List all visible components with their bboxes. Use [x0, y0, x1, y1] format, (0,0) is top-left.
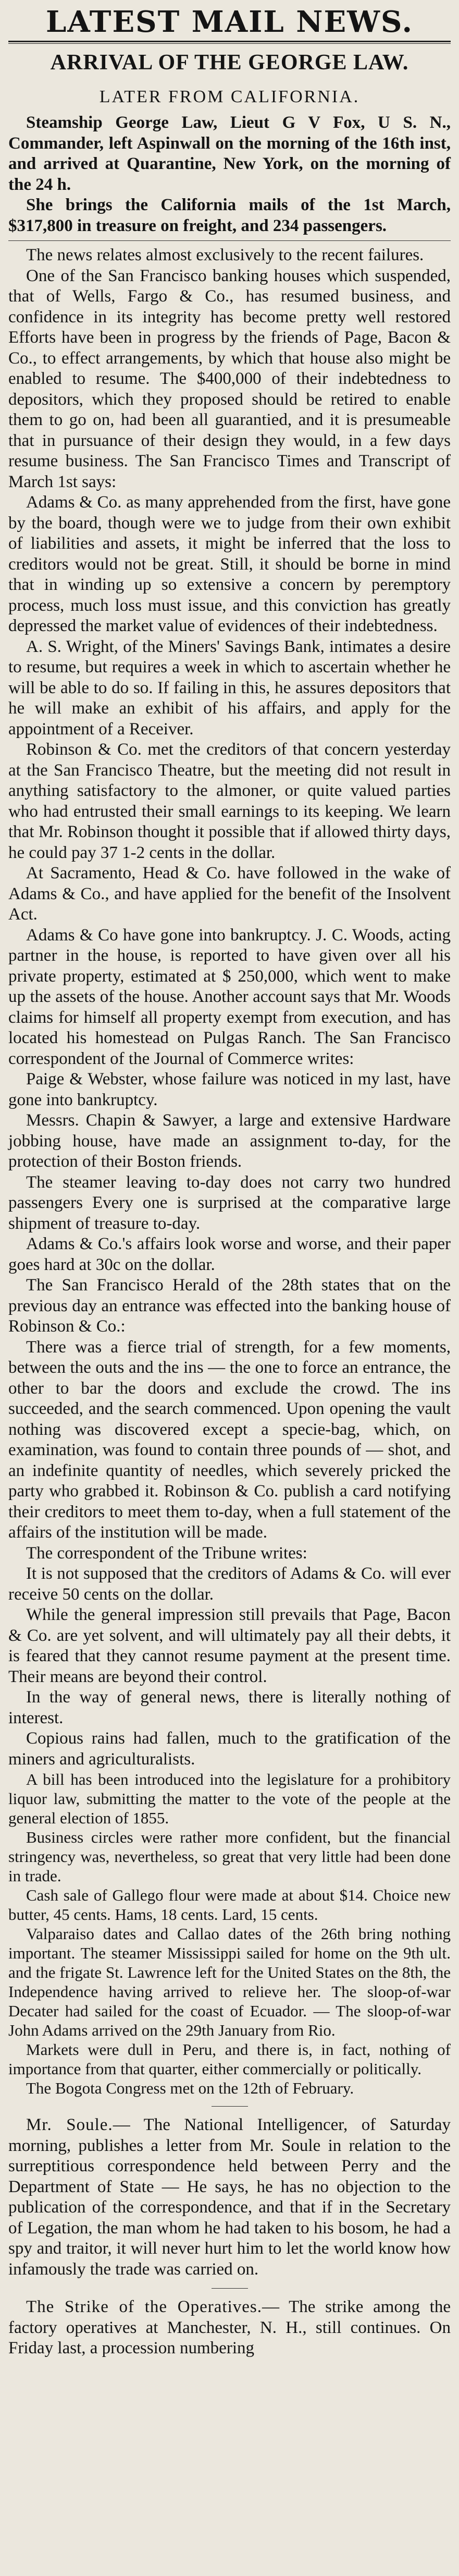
body-paragraph: Copious rains had fallen, much to the gratification of the miners and agriculturalists. [8, 1729, 451, 1769]
body-paragraph: The correspondent of the Tribune writes: [26, 1543, 307, 1563]
soule-text: — The National Intelligencer, of Saturday morning, publishes a letter from Mr. Soule in relation to the surreptitious correspondence held between Perry and the Department of State — He says, he has no objection to the publication of the correspondence, and that if in the Secretary of Legation, the man whom he had taken to his bosom, he had a spy and traitor, it will never hurt him to let the world know how infamously the trade was carried on. [8, 2115, 451, 2279]
divider [212, 2288, 248, 2289]
body-paragraph: There was a fierce trial of strength, for a few moments, between the outs and the ins — the one to force an entrance, the other to bar the doors and exclude the crowd. The ins succeeded, and the search commenced. Upon opening the vault nothing was discovered except a specie-bag, which, on examination, was found to contain three pounds of — shot, and an indefinite quantity of needles, which severely pricked the party who grabbed it. Robinson & Co. publish a card notifying their creditors to meet them to-day, when a full statement of the affairs of the institution will be made. [8, 1337, 451, 1542]
masthead-rule [8, 41, 451, 44]
subhead: LATER FROM CALIFORNIA. [99, 87, 360, 106]
headline: ARRIVAL OF THE GEORGE LAW. [50, 51, 409, 75]
brief-paragraph: Markets were dull in Peru, and there is, in fact, nothing of importance from that quarter, either commercially or politically. [8, 2040, 451, 2078]
soule-lead: Mr. Soule. [26, 2115, 113, 2134]
body-paragraph: The news relates almost exclusively to the recent failures. [26, 246, 424, 264]
body-paragraph: In the way of general news, there is literally nothing of interest. [8, 1688, 451, 1727]
divider [212, 2106, 248, 2107]
strike-paragraph [8, 2297, 451, 2359]
body-paragraph: It is not supposed that the creditors of Adams & Co. will ever receive 50 cents on the dollar. [8, 1564, 451, 1604]
body-paragraph: Adams & Co. as many apprehended from the first, have gone by the board, though were we to judge from their own exhibit of liabilities and assets, it might be inferred that the loss to creditors would not be great. Still, it should be borne in mind that in winding up so extensive a concern by peremptory process, much loss must issue, and this conviction has greatly depressed the market value of evidences of their indebtedness. [8, 493, 451, 635]
body-paragraph: A. S. Wright, of the Miners' Savings Bank, intimates a desire to resume, but requires a week in which to ascertain whether he will be able to do so. If failing in this, he assures depositors that he will make an exhibit of his affairs, and apply for the appointment of a Receiver. [8, 637, 451, 739]
strike-lead: The Strike of the Operatives. [26, 2297, 262, 2316]
brief-paragraph: A bill has been introduced into the legislature for a prohibitory liquor law, submitting the matter to the vote of the people at the general election of 1855. [8, 1770, 451, 1827]
body-paragraph: Adams & Co have gone into bankruptcy. J. C. Woods, acting partner in the house, is reported to have given over all his private property, estimated at $ 250,000, which went to make up the assets of the house. Another account says that Mr. Woods claims for himself all property exempt from execution, and has located his homestead on Pulgas Ranch. The San Francisco correspondent of the Journal of Commerce writes: [8, 925, 451, 1068]
body-paragraph: The steamer leaving to-day does not carry two hundred passengers Every one is surprised at the comparative large shipment of treasure to-day. [8, 1172, 451, 1233]
body-paragraph: Paige & Webster, whose failure was noticed in my last, have gone into bankruptcy. [8, 1070, 451, 1109]
soule-paragraph [8, 2115, 451, 2280]
intro-paragraph: She brings the California mails of the 1st March, $317,800 in treasure on freight, and 234 passengers. [8, 196, 451, 235]
body-paragraph: The San Francisco Herald of the 28th states that on the previous day an entrance was effected into the banking house of Robinson & Co.: [8, 1276, 451, 1336]
section-rule [8, 240, 451, 241]
brief-paragraph: Valparaiso dates and Callao dates of the 26th bring nothing important. The steamer Mississippi sailed for home on the 9th ult. and the frigate St. Lawrence left for the United States on the 8th, the Independence having arrived to relieve her. The sloop-of-war Decater had sailed for the coast of Ecuador. — The sloop-of-war John Adams arrived on the 29th January from Rio. [8, 1925, 451, 2039]
masthead: LATEST MAIL NEWS. [46, 5, 413, 39]
brief-paragraph: Business circles were rather more confident, but the financial stringency was, nevertheless, so great that very little had been done in trade. [8, 1828, 451, 1885]
body-paragraph: Messrs. Chapin & Sawyer, a large and extensive Hardware jobbing house, have made an assignment to-day, for the protection of their Boston friends. [8, 1111, 451, 1171]
body-paragraph: Adams & Co.'s affairs look worse and worse, and their paper goes hard at 30c on the dollar. [8, 1235, 451, 1274]
body-paragraph: One of the San Francisco banking houses which suspended, that of Wells, Fargo & Co., has resumed business, and confidence in its integrity has become pretty well restored Efforts have been in progress by the friends of Page, Bacon & Co., to effect arrangements, by which that house also might be enabled to resume. The $400,000 of their indebtedness to depositors, which they proposed should be retired to enable them to go on, had been all guarantied, and it is presumeable that in pursuance of their design they would, in a few days resume business. The San Francisco Times and Transcript of March 1st says: [8, 266, 451, 491]
news-column [8, 0, 451, 2359]
body-paragraph: At Sacramento, Head & Co. have followed in the wake of Adams & Co., and have applied for the benefit of the Insolvent Act. [8, 864, 451, 924]
body-paragraph: Robinson & Co. met the creditors of that concern yesterday at the San Francisco Theatre, but the meeting did not result in anything satisfactory to the almoner, or quite valued parties who had entrusted their small earnings to its keeping. We learn that Mr. Robinson thought it possible that if allowed thirty days, he could pay 37 1-2 cents in the dollar. [8, 740, 451, 862]
brief-paragraph: The Bogota Congress met on the 12th of February. [26, 2079, 354, 2097]
body-paragraph: While the general impression still prevails that Page, Bacon & Co. are yet solvent, and will ultimately pay all their debts, it is feared that they cannot resume payment at the present time. Their means are beyond their control. [8, 1605, 451, 1686]
strike-text: — The strike among the factory operatives at Manchester, N. H., still continues. On Friday last, a procession numbering [8, 2297, 451, 2357]
intro-paragraph: Steamship George Law, Lieut G V Fox, U S. N., Commander, left Aspinwall on the morning of the 16th inst, and arrived at Quarantine, New York, on the morning of the 24 h. [8, 113, 451, 194]
brief-paragraph: Cash sale of Gallego flour were made at about $14. Choice new butter, 45 cents. Hams, 18 cents. Lard, 15 cents. [8, 1886, 451, 1924]
